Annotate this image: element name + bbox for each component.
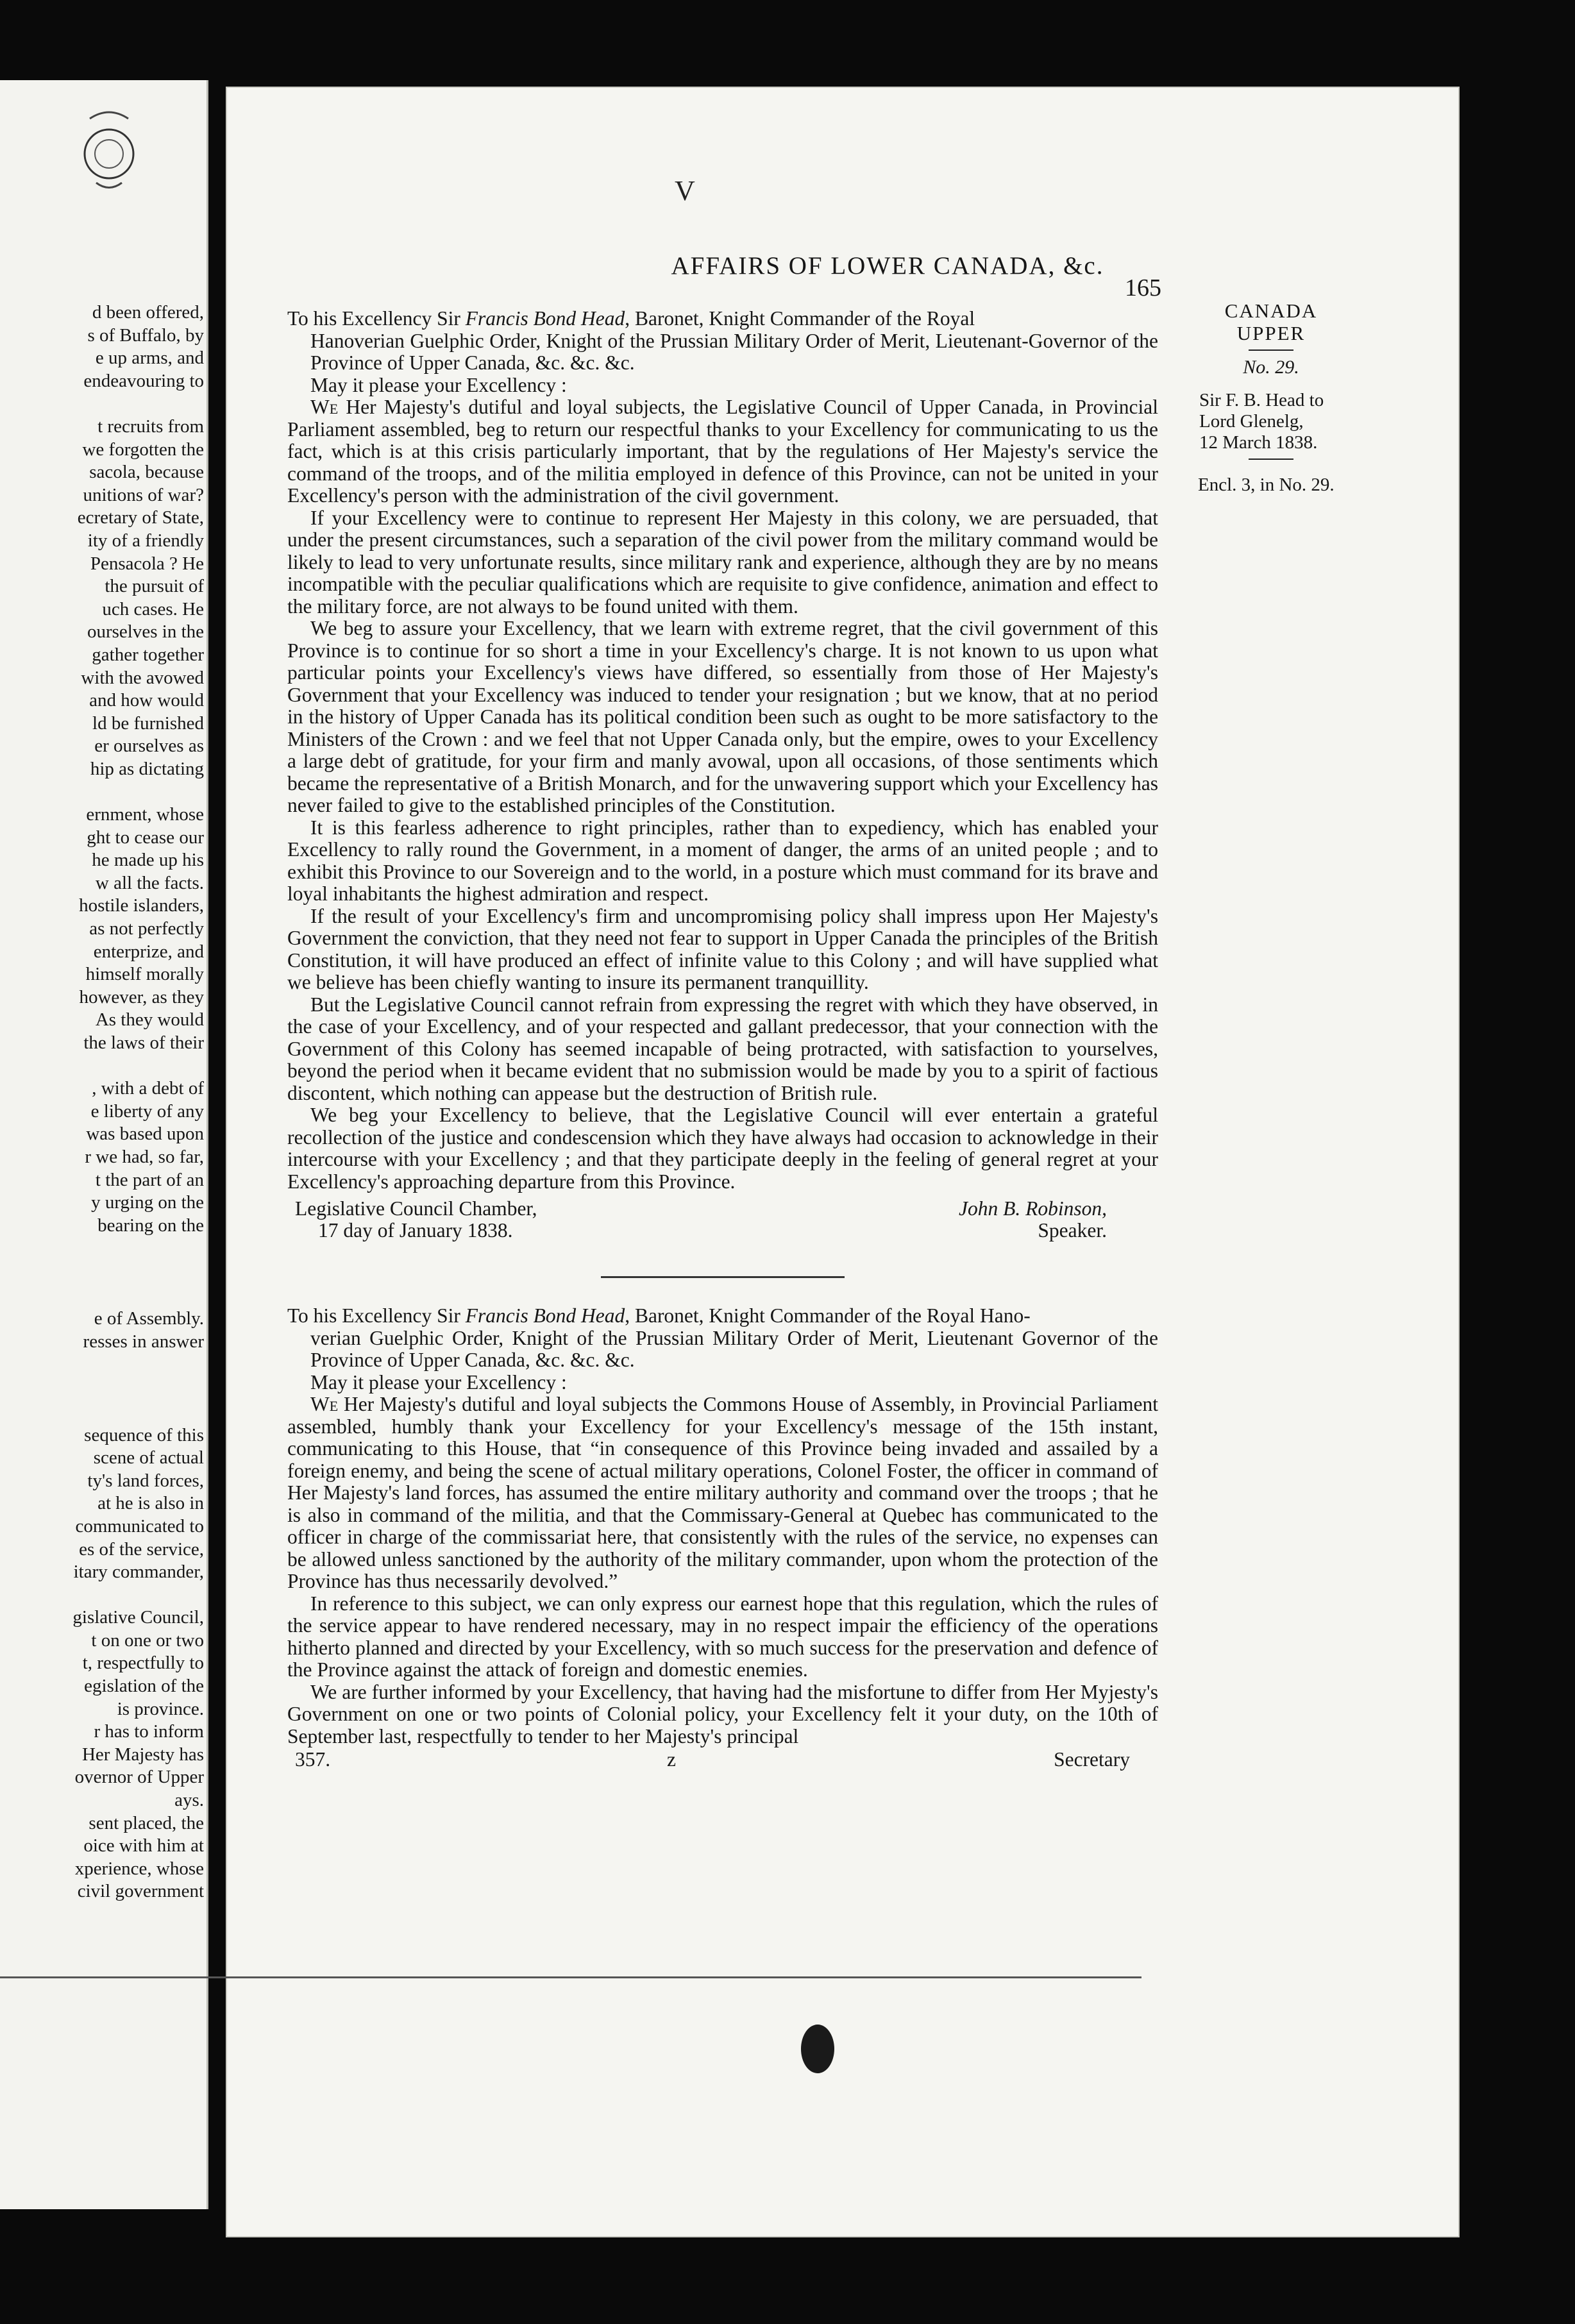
left-page-line: hip as dictating [90, 758, 204, 779]
paragraph [287, 817, 1158, 905]
left-page-line: t on one or two [91, 1629, 204, 1651]
paragraph-text: Her Majesty's dutiful and loyal subjects, the Legislative Council of Upper Canada, in Provincial Parliament assembled, beg to return our respectful thanks to your Excellency for communicating to us the fact, which is at this crisis particularly important, that by the regulations of Her Majesty's service the command of the troops, and of the militia employed in defence of this Province, can not be united in your Excellency's person with the administration of the civil government. [287, 396, 1158, 507]
margin-from-line: 12 March 1838. [1199, 432, 1318, 453]
left-page-line: the pursuit of [105, 576, 204, 597]
paragraph [287, 618, 1158, 817]
left-page-line: is province. [117, 1698, 204, 1719]
footer-number: 357. [295, 1748, 331, 1771]
address-heading-assembly [287, 1305, 1158, 1372]
left-page-line: as not perfectly [89, 918, 204, 939]
paragraph [287, 1104, 1158, 1193]
library-stamp-icon [71, 99, 147, 196]
paragraph-text: We beg your Excellency to believe, that the Legislative Council will ever entertain a grateful recollection of the justice and condescension which they have always had occasion to acknowledge in their intercourse with your Excellency ; and that they participate deeply in the feeling of general regret at your Excellency's approaching departure from this Province. [287, 1104, 1158, 1193]
left-page-line [4, 1584, 204, 1607]
left-page-line: ity of a friendly [87, 530, 204, 551]
address-continuation: verian Guelphic Order, Knight of the Prussian Military Order of Merit, Lieutenant Governor of the Province of Upper Canada, &c. &c. &c. [310, 1326, 1158, 1371]
margin-colony-line2: UPPER [1236, 322, 1306, 344]
left-page-line: As they would [95, 1009, 204, 1031]
margin-rule [1249, 459, 1293, 460]
left-page-line: itary commander, [73, 1562, 204, 1583]
paragraph [287, 507, 1158, 618]
left-page-line: we forgotten the [82, 439, 204, 460]
fold-line [0, 1976, 1141, 1978]
left-page-line: himself morally [85, 964, 204, 985]
left-page-line: hostile islanders, [79, 895, 204, 916]
left-page-line: t the part of an [95, 1169, 204, 1190]
margin-notes [1175, 299, 1367, 496]
address-name: Francis Bond Head [465, 1304, 625, 1327]
left-page-line: Pensacola ? He [90, 553, 204, 574]
left-page-line: was based upon [86, 1124, 204, 1145]
paragraph-text: If the result of your Excellency's firm and uncompromising policy shall impress upon Her Majesty's Government the conviction, that they need not fear to support in Upper Canada the principles of the British Constitution, it will have produced an effect of infinite value to this Colony ; and will have supplied what we believe has been chiefly wanting to insure its permanent tranquillity. [287, 904, 1158, 993]
left-page-line: bearing on the [97, 1215, 204, 1236]
salutation: May it please your Excellency : [310, 1370, 567, 1394]
left-page-line: resses in answer [83, 1331, 204, 1352]
paragraph-text: We beg to assure your Excellency, that we learn with extreme regret, that the civil government of this Province is to continue for so short a time in your Excellency's charge. It is not known to us upon what particular points your Excellency's views have differed, so essentially from those of Her Majesty's Government that your Excellency was induced to tender your resignation ; but we know, that at no period in the history of Upper Canada has its political condition been such as ought to be more satisfactory to the Ministers of the Crown : and we feel that not Upper Canada only, but the empire, owes to your Excellency a large debt of gratitude, for your firm and manly avowal, upon all occasions, of those sentiments which became the representative of a British Monarch, and for the unwavering support which your Excellency has never failed to give to the established principles of the Constitution. [287, 617, 1158, 816]
left-page-line: e up arms, and [95, 348, 204, 369]
left-page-line: e liberty of any [90, 1100, 204, 1122]
address-prefix: To his Excellency Sir [287, 1304, 466, 1327]
paragraph-lead: We [310, 396, 339, 418]
paragraph-text: We are further informed by your Excellency, that having had the misfortune to differ from Her Myjesty's Government on one or two points of Colonial policy, your Excellency felt it your duty, on the 10th of September last, respectfully to tender to her Majesty's principal [287, 1680, 1158, 1747]
left-page-line: communicated to [75, 1515, 204, 1537]
margin-from-line: Lord Glenelg, [1199, 411, 1304, 432]
paragraph-text: It is this fearless adherence to right principles, rather than to expediency, which has enabled your Excellency to rally round the Government, in a moment of danger, the arms of an united people ; and to exhibit this Province to our Sovereign and to the world, in a posture which must command for its brave and loyal inhabitants the highest admiration and respect. [287, 816, 1158, 905]
margin-rule [1249, 349, 1293, 351]
page-header: AFFAIRS OF LOWER CANADA, &c. [671, 252, 1104, 280]
signature-mark: z [667, 1748, 676, 1771]
paragraph [287, 905, 1158, 994]
left-page-line: ernment, whose [86, 804, 204, 825]
left-page-line: sequence of this [84, 1424, 204, 1445]
left-page-line: scene of actual [93, 1447, 204, 1469]
signature-block [287, 1198, 1158, 1250]
left-page-line: ourselves in the [87, 621, 204, 643]
left-page-line: s of Buffalo, by [87, 324, 204, 346]
left-page-line: he made up his [92, 850, 204, 871]
left-page-line: ecretary of State, [77, 507, 204, 528]
paragraph [287, 1681, 1158, 1748]
left-page-line: uch cases. He [102, 598, 204, 619]
address-suffix: , Baronet, Knight Commander of the Royal Hano- [625, 1304, 1031, 1327]
left-facing-page [0, 80, 208, 2209]
paragraph [287, 1394, 1158, 1593]
left-page-line: gather together [92, 644, 204, 665]
left-page-line: and how would [89, 690, 204, 711]
left-page-line [4, 1055, 204, 1078]
document-body [287, 308, 1158, 1774]
left-page-line: ld be furnished [92, 712, 204, 734]
signer-name: John B. Robinson, [959, 1197, 1107, 1220]
catchword: Secretary [1054, 1748, 1130, 1771]
section-divider [601, 1276, 845, 1278]
left-page-line: xperience, whose [74, 1858, 204, 1879]
left-page-line: with the avowed [81, 667, 204, 688]
page-number: 165 [1125, 274, 1161, 301]
left-page-line: ty's land forces, [87, 1470, 204, 1491]
paragraph-text: But the Legislative Council cannot refrain from expressing the regret with which they have observed, in the case of your Excellency, and of your respected and gallant predecessor, that your connection with the Government of this Colony has seemed incapable of being protracted, with satisfaction to yourselves, beyond the period when it became evident that no submission would be made by you to a spirit of factious discontent, which nothing can appease but the destruction of British rule. [287, 993, 1158, 1104]
left-page-line [4, 780, 204, 804]
left-page-line: oice with him at [83, 1835, 204, 1857]
left-page-line: however, as they [79, 986, 204, 1007]
left-page-line: , with a debt of [92, 1078, 204, 1099]
margin-from-line: Sir F. B. Head to [1199, 390, 1324, 410]
address-suffix: , Baronet, Knight Commander of the Royal [625, 307, 975, 330]
paragraph [287, 1593, 1158, 1681]
left-page-line: d been offered, [92, 302, 204, 323]
page-footer [287, 1749, 1158, 1774]
address-heading-council [287, 308, 1158, 375]
left-page-line: Her Majesty has [81, 1744, 204, 1765]
left-page-line: overnor of Upper [74, 1767, 204, 1788]
left-page-line: t, respectfully to [82, 1653, 204, 1674]
signature-place: Legislative Council Chamber, [295, 1197, 537, 1220]
left-page-line: w all the facts. [95, 872, 204, 893]
left-page-line: civil government [77, 1881, 204, 1902]
signature-date: 17 day of January 1838. [318, 1219, 513, 1242]
salutation: May it please your Excellency : [310, 373, 567, 396]
assembly-address-paragraphs [287, 1394, 1158, 1747]
left-page-line: e of Assembly. [94, 1308, 204, 1329]
address-name: Francis Bond Head [465, 307, 625, 330]
left-page-line: egislation of the [84, 1676, 204, 1697]
left-page-line: r we had, so far, [85, 1146, 204, 1167]
left-page-line: gislative Council, [72, 1607, 204, 1628]
left-page-line: ght to cease our [87, 827, 204, 848]
signature-place-date [295, 1198, 537, 1242]
council-address-paragraphs [287, 396, 1158, 1193]
margin-enclosure-note: Encl. 3, in No. 29. [1198, 475, 1335, 495]
left-page-line: sent placed, the [88, 1812, 204, 1833]
left-page-line: ays. [174, 1790, 204, 1811]
paragraph-text: If your Excellency were to continue to represent Her Majesty in this colony, we are persuaded, that under the present circumstances, such a separation of the civil power from the military command would be likely to lead to very unfortunate results, since military rank and experience, although they are by no means incompatible with the peculiar qualifications which are requisite to give confidence, animation and effect to the military force, are not always to be found united with them. [287, 506, 1158, 618]
left-page-line: t recruits from [97, 416, 204, 437]
paragraph [287, 994, 1158, 1105]
left-page-line: y urging on the [91, 1192, 204, 1213]
left-page-line: r has to inform [94, 1721, 204, 1742]
signer-title: Speaker. [1038, 1219, 1107, 1242]
address-prefix: To his Excellency Sir [287, 307, 466, 330]
margin-from-note [1175, 390, 1367, 453]
left-page-line: unitions of war? [83, 484, 204, 505]
left-page-line [4, 392, 204, 416]
left-page-line: at he is also in [97, 1493, 204, 1514]
paragraph-text: In reference to this subject, we can only express our earnest hope that this regulation, which the rules of the service appear to have rendered necessary, may in no respect impair the efficiency of the operations hitherto planned and directed by your Excellency, with so much success for the preservation and defence of the Province against the attack of foreign and domestic enemies. [287, 1592, 1158, 1681]
paragraph-text: Her Majesty's dutiful and loyal subjects the Commons House of Assembly, in Provincial Parliament assembled, humbly thank your Excellency for your Excellency's message of the 15th instant, communicating to this House, that “in consequence of this Province being invaded and assailed by a foreign enemy, and being the scene of actual military operations, Colonel Foster, the officer in command of Her Majesty's land forces, has assumed the entire military authority and command over the troops ; that he is also in command of the militia, and that the Commissary-General at Quebec has communicated to the officer in charge of the commissariat here, that consistently with the rules of the service, no expenses can be allowed unless sanctioned by the authority of the military commander, upon whom the protection of the Province has thus necessarily devolved.” [287, 1393, 1158, 1592]
left-page-text [4, 301, 204, 1903]
left-page-line: the laws of their [83, 1032, 204, 1053]
margin-colony-line1: CANADA [1224, 299, 1318, 322]
left-page-line: enterprize, and [93, 941, 204, 962]
address-continuation: Hanoverian Guelphic Order, Knight of the Prussian Military Order of Merit, Lieutenant-Governor of the Province of Upper Canada, &c. &c. &c. [310, 329, 1158, 374]
paragraph [287, 396, 1158, 507]
left-page-line: es of the service, [79, 1538, 204, 1560]
folio-mark: V [675, 175, 695, 206]
left-page-line: endeavouring to [83, 370, 204, 391]
left-page-line: sacola, because [89, 462, 204, 483]
paragraph-lead: We [310, 1393, 339, 1415]
left-page-line: er ourselves as [94, 736, 204, 757]
margin-number: No. 29. [1243, 357, 1299, 378]
signature-signer [959, 1198, 1107, 1242]
ink-blot-icon [795, 2020, 840, 2078]
